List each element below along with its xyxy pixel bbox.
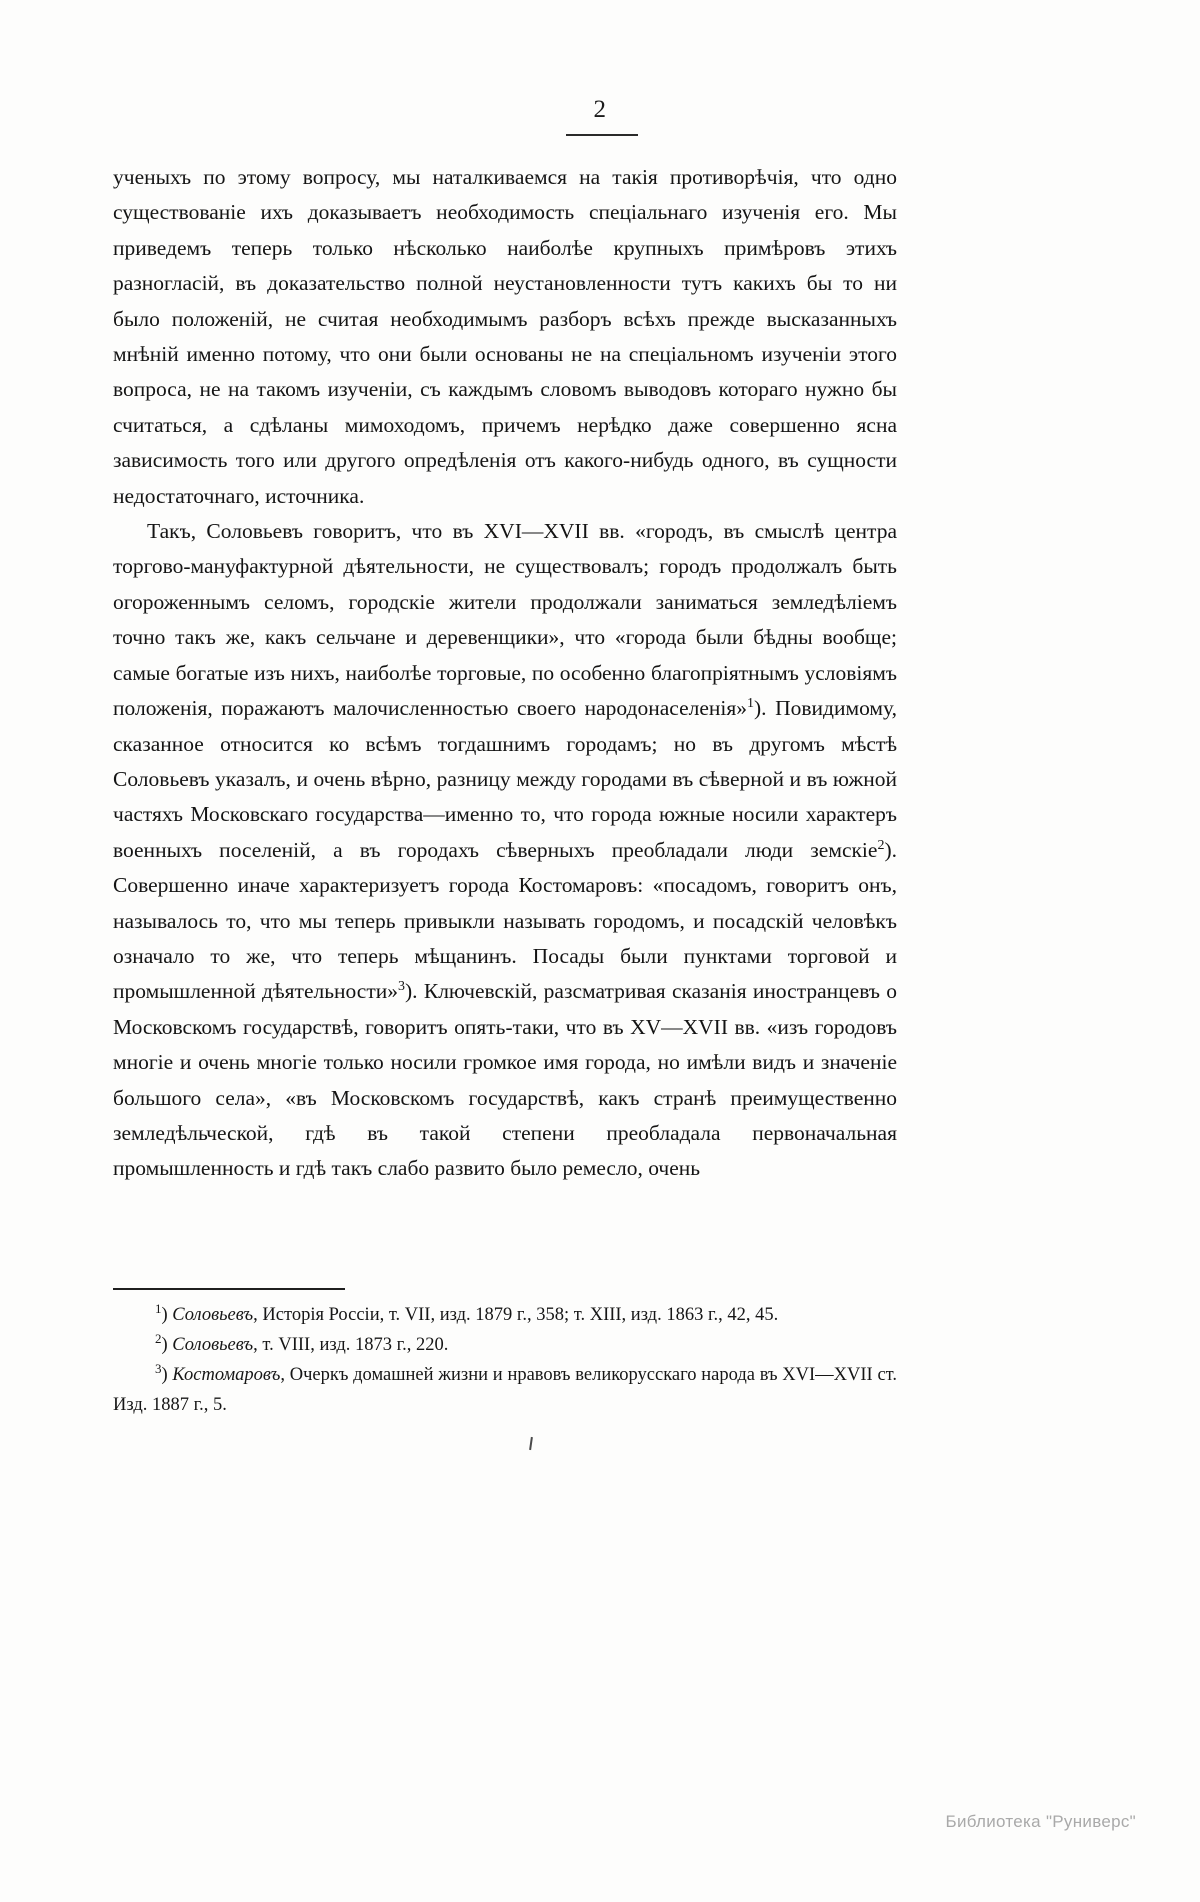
footnote-item-2: $^2$) Соловьевъ, т. VIII, изд. 1873 г., 220. xyxy=(155,1330,449,1355)
footnote-ref-3[interactable]: 3 xyxy=(398,979,406,995)
paragraph-1: ученыхъ по этому вопросу, мы наталкиваемся на такія противорѣчія, что одно существованіе ихъ доказываетъ необходимость спеціальнаго изученія его. Мы приведемъ теперь только нѣсколько наиболѣе крупныхъ примѣровъ этихъ разногласій, въ доказательство полной неустановленности тутъ какихъ бы то ни было положеній, не считая необходимымъ разборъ всѣхъ прежде высказанныхъ мнѣній именно потому, что они были основаны не на спеціальномъ изученіи этого вопроса, не на такомъ изученіи, съ каждымъ словомъ выводовъ котораго нужно бы считаться, а сдѣланы мимоходомъ, причемъ нерѣдко даже совершенно ясна зависимость того или другого опредѣленія отъ какого-нибудь одного, въ сущности недостаточнаго, источника. xyxy=(113,165,897,508)
paragraph-2 xyxy=(113,514,897,1187)
paragraph-2-part-a: Такъ, Соловьевъ говоритъ, что въ XVI—XVII вв. «городъ, въ смыслѣ центра торгово-мануфактурной дѣятельности, не существовалъ; городъ продолжалъ быть огороженнымъ селомъ, городскіе жители продолжали заниматься земледѣліемъ точно такъ же, какъ сельчане и деревенщики», что «города были бѣдны вообще; самые богатые изъ нихъ, наиболѣе торговые, по особенно благопріятнымъ условіямъ положенія, поражаютъ малочисленностью своего народонаселенія» xyxy=(113,519,897,721)
footnote-author-1: Соловьевъ xyxy=(172,1305,254,1325)
footnote-marker-2: 2 xyxy=(155,1330,162,1346)
footnote-item-1: $^1$) Соловьевъ, Исторія Россіи, т. VII, изд. 1879 г., 358; т. XIII, изд. 1863 г., 42, 45. xyxy=(155,1300,779,1325)
page-number: 2 xyxy=(593,96,607,123)
footnote-separator xyxy=(113,1288,345,1290)
page-number-rule xyxy=(566,134,638,136)
footnote-author-3: Костомаровъ xyxy=(172,1365,281,1385)
footnote-ref-1[interactable]: 1 xyxy=(747,695,755,711)
footnote-marker-1: 1 xyxy=(155,1300,162,1316)
library-watermark: Библиотека "Руниверс" xyxy=(945,1812,1136,1831)
footnote-item-3: $^3$) Костомаровъ, Очеркъ домашней жизни и нравовъ великорусскаго народа въ XVI—XVII ст. Изд. 1887 г., 5. xyxy=(113,1360,897,1415)
ink-speck xyxy=(529,1437,533,1450)
footnote-list xyxy=(113,1300,897,1420)
footnote-text-1: , Исторія Россіи, т. VII, изд. 1879 г., 358; т. XIII, изд. 1863 г., 42, 45. xyxy=(253,1305,779,1325)
footnote-author-2: Соловьевъ xyxy=(172,1335,254,1355)
footnote-text-3: , Очеркъ домашней жизни и нравовъ великорусскаго народа въ XVI—XVII ст. Изд. 1887 г., 5. xyxy=(113,1365,897,1415)
paragraph-2-part-c: ). Совершенно иначе характеризуетъ города Костомаровъ: «посадомъ, говоритъ онъ, называлось то, что мы теперь привыкли называть городомъ, и посадскій человѣкъ означало то же, что теперь мѣщанинъ. Посады были пунктами торговой и промышленной дѣятельности» xyxy=(113,837,897,1004)
body-text xyxy=(113,160,897,1187)
footnote-text-2: , т. VIII, изд. 1873 г., 220. xyxy=(253,1335,449,1355)
paragraph-2-part-b: ). Повидимому, сказанное относится ко всѣмъ тогдашнимъ городамъ; но въ другомъ мѣстѣ Соловьевъ указалъ, и очень вѣрно, разницу между городами въ сѣверной и въ южной частяхъ Московскаго государства—именно то, что города южные носили характеръ военныхъ поселеній, а въ городахъ сѣверныхъ преобладали люди земскіе xyxy=(113,696,897,862)
paragraph-2-part-d: ). Ключевскій, разсматривая сказанія иностранцевъ о Московскомъ государствѣ, говоритъ опять-таки, что въ XV—XVII вв. «изъ городовъ многіе и очень многіе только носили громкое имя города, но имѣли видъ и значеніе большого села», «въ Московскомъ государствѣ, какъ странѣ преимущественно земледѣльческой, гдѣ въ такой степени преобладала первоначальная промышленность и гдѣ такъ слабо развито было ремесло, очень xyxy=(113,979,898,1181)
footnote-marker-3: 3 xyxy=(155,1360,162,1376)
footnote-ref-2[interactable]: 2 xyxy=(877,837,885,853)
